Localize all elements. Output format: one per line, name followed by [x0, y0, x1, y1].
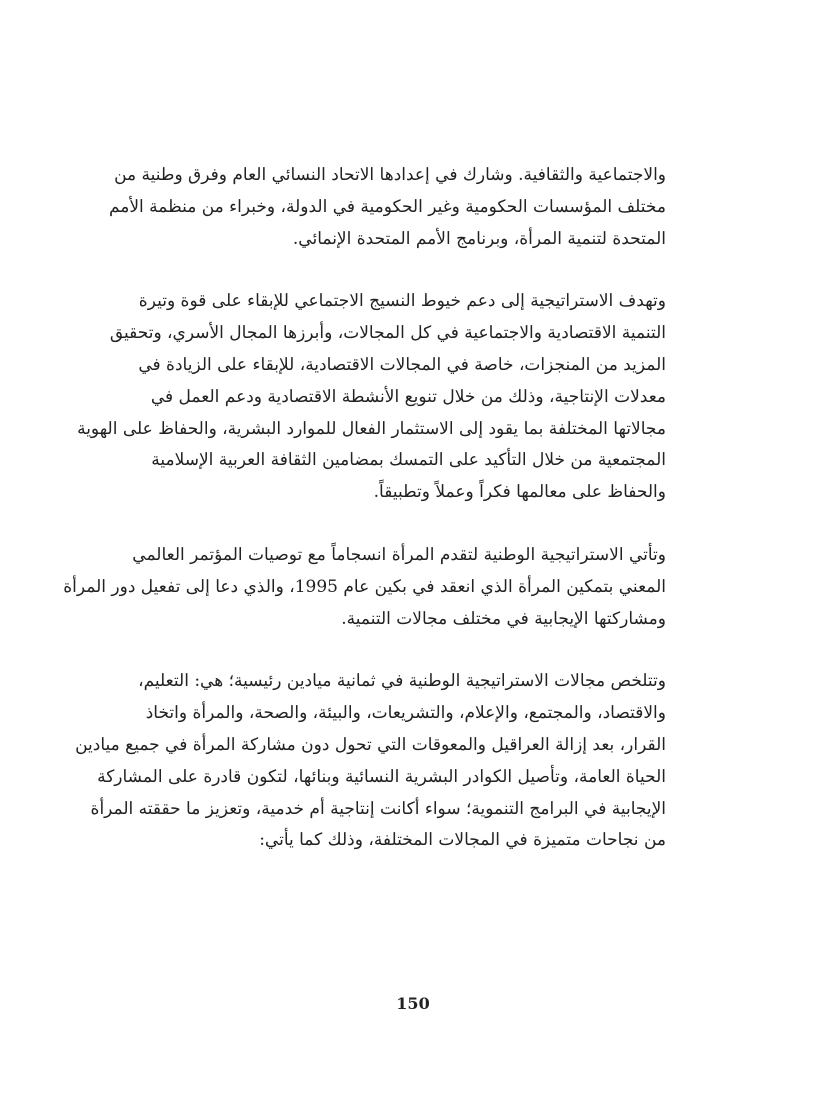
text-line: والاجتماعية والثقافية. وشارك في إعدادها الاتحاد النسائي العام وفرق وطنية من	[114, 165, 666, 185]
text-line: مجالاتها المختلفة بما يقود إلى الاستثمار الفعال للموارد البشرية، والحفاظ على الهوية	[77, 418, 666, 439]
text-line: المعني بتمكين المرأة الذي انعقد في بكين عام 1995، والذي دعا إلى تفعيل دور المرأة	[63, 576, 666, 597]
text-line: المجتمعية من خلال التأكيد على التمسك بمضامين الثقافة العربية الإسلامية	[151, 450, 666, 471]
text-line: الإيجابية في البرامج التنموية؛ سواء أكانت إنتاجية أم خدمية، وتعزيز ما حققته المرأة	[90, 798, 666, 819]
page-number: 150	[396, 994, 430, 1013]
text-line: المتحدة لتنمية المرأة، وبرنامج الأمم المتحدة الإنمائي.	[292, 228, 666, 249]
text-line: التنمية الاقتصادية والاجتماعية في كل المجالات، وأبرزها المجال الأسري، وتحقيق	[109, 323, 666, 344]
text-line: من نجاحات متميزة في المجالات المختلفة، وذلك كما يأتي:	[259, 830, 666, 851]
paragraph-1	[108, 160, 666, 255]
text-line: والاقتصاد، والمجتمع، والإعلام، والتشريعات، والبيئة، والصحة، والمرأة واتخاذ	[145, 703, 666, 724]
body-text	[63, 160, 666, 888]
text-line: معدلات الإنتاجية، وذلك من خلال تنويع الأنشطة الاقتصادية ودعم العمل في	[150, 386, 666, 407]
paragraph-2	[77, 286, 666, 509]
text-line: المزيد من المنجزات، خاصة في المجالات الاقتصادية، للإبقاء على الزيادة في	[138, 354, 666, 375]
text-line: الحياة العامة، وتأصيل الكوادر البشرية النسائية وبنائها، لتكون قادرة على المشاركة	[97, 766, 666, 787]
paragraph-4	[75, 666, 666, 857]
text-line: وتتلخص مجالات الاستراتيجية الوطنية في ثمانية ميادين رئيسية؛ هي: التعليم،	[138, 671, 666, 692]
text-line: والحفاظ على معالمها فكراً وعملاً وتطبيقاً.	[373, 482, 666, 503]
text-line: وتهدف الاستراتيجية إلى دعم خيوط النسيج الاجتماعي للإبقاء على قوة وتيرة	[138, 291, 666, 312]
paragraph-3	[63, 540, 666, 635]
text-line: ومشاركتها الإيجابية في مختلف مجالات التنمية.	[341, 608, 666, 629]
text-line: مختلف المؤسسات الحكومية وغير الحكومية في الدولة، وخبراء من منظمة الأمم	[108, 196, 666, 217]
text-line: وتأتي الاستراتيجية الوطنية لتقدم المرأة انسجاماً مع توصيات المؤتمر العالمي	[132, 544, 666, 565]
text-line: القرار، بعد إزالة العراقيل والمعوقات التي تحول دون مشاركة المرأة في جميع ميادين	[75, 734, 666, 755]
